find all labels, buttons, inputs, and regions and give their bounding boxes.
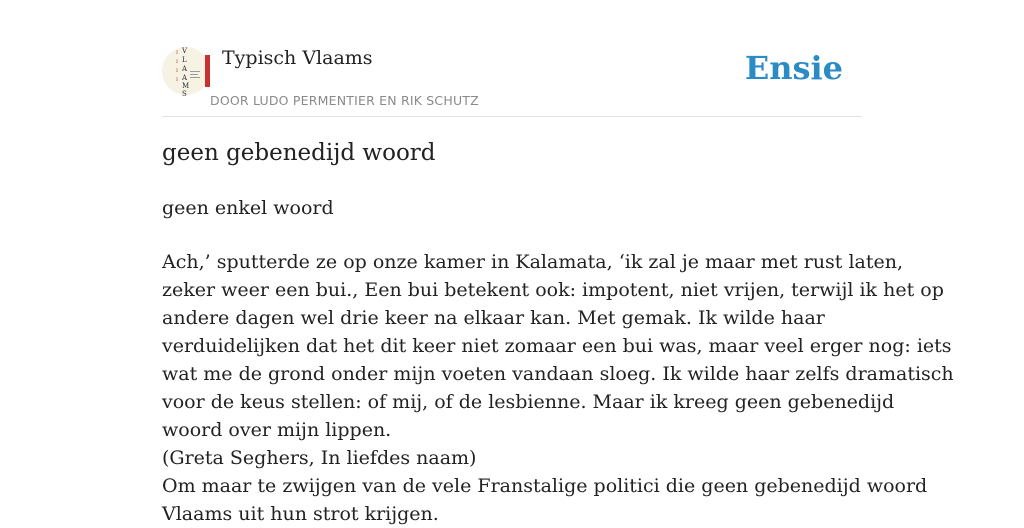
entry-definition: geen enkel woord (162, 197, 334, 219)
example-line: woord over mijn lippen. (162, 419, 392, 441)
logo-mark: I (176, 77, 178, 83)
blog-header (162, 40, 862, 117)
logo-rule (190, 71, 200, 72)
logo-rule (190, 77, 200, 78)
example-line: zeker weer een bui., Een bui betekent ook: impotent, niet vrijen, terwijl ik het op (162, 279, 944, 301)
blog-authors: DOOR LUDO PERMENTIER EN RIK SCHUTZ (210, 93, 479, 108)
example-line: Vlaams uit hun strot krijgen. (162, 503, 439, 525)
entry-title: geen gebenedijd woord (162, 140, 436, 166)
example-line: andere dagen wel drie keer na elkaar kan. Met gemak. Ik wilde haar (162, 307, 825, 329)
logo-letter: A (182, 65, 188, 73)
logo-mark: I (176, 59, 178, 65)
logo-letter: V (182, 47, 188, 55)
example-line: verduidelijken dat het dit keer niet zomaar een bui was, maar veel erger nog: iets (162, 335, 952, 357)
ensie-logo-link[interactable]: Ensie (744, 49, 843, 87)
example-line: Ach,’ sputterde ze op onze kamer in Kalamata, ‘ik zal je maar met rust laten, (162, 251, 904, 273)
example-line: voor de keus stellen: of mij, of de lesbienne. Maar ik kreeg geen gebenedijd (162, 391, 895, 413)
logo-mark: I (176, 68, 178, 74)
logo-red-stripe (205, 55, 210, 87)
logo-letter: A (182, 74, 188, 82)
blog-logo[interactable] (162, 47, 210, 98)
logo-rule (190, 74, 198, 75)
example-line: Om maar te zwijgen van de vele Franstalige politici die geen gebenedijd woord (162, 475, 928, 497)
logo-letter: S (182, 90, 187, 98)
logo-mark: I (176, 50, 178, 56)
logo-letter: M (182, 82, 190, 90)
logo-letter: L (182, 56, 187, 64)
example-line: (Greta Seghers, In liefdes naam) (162, 447, 477, 469)
example-line: wat me de grond onder mijn voeten vandaan sloeg. Ik wilde haar zelfs dramatisch (162, 363, 954, 385)
entry-example (162, 248, 954, 528)
blog-title[interactable]: Typisch Vlaams (222, 47, 373, 69)
